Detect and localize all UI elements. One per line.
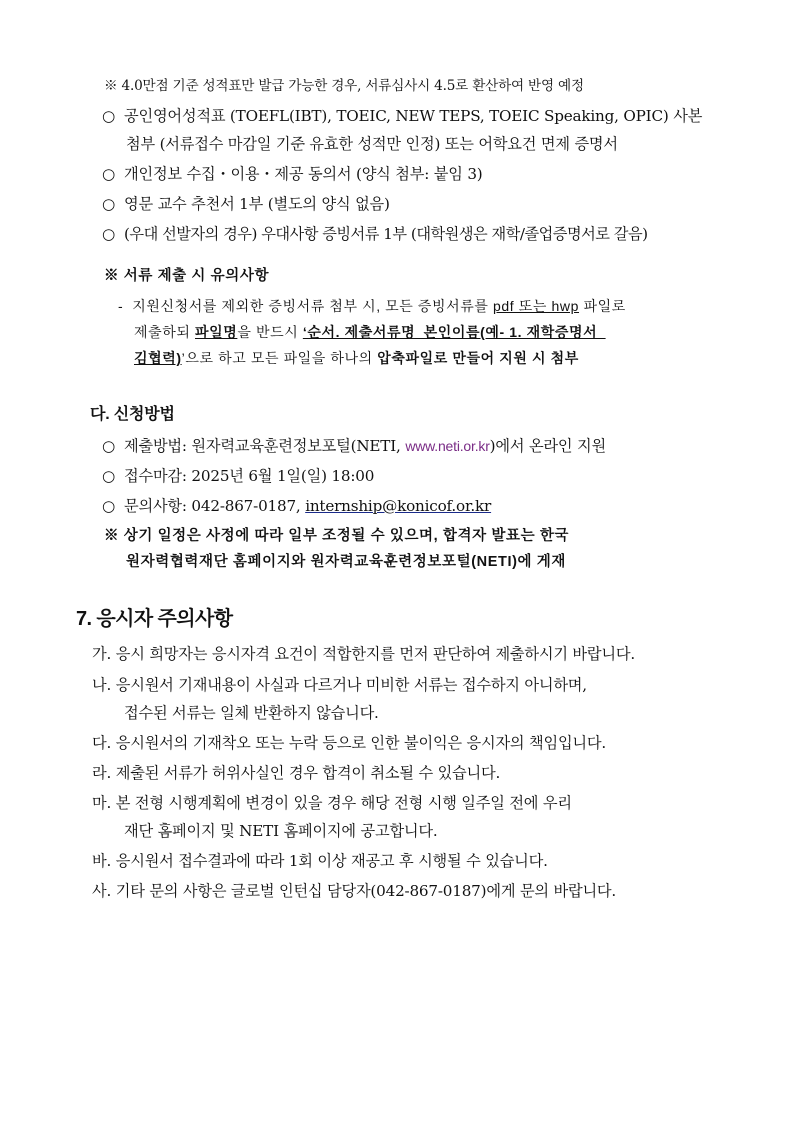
caution-item-ga: 가. 응시 희망자는 응시자격 요건이 적합한지를 먼저 판단하여 제출하시기 바랍니다.	[92, 645, 635, 663]
caution-item-da: 다. 응시원서의 기재착오 또는 누락 등으로 인한 불이익은 응시자의 책임입니다.	[92, 734, 607, 752]
circle-bullet-icon: ○	[102, 497, 116, 515]
zip-instruction: 압축파일로 만들어 지원 시 첨부	[377, 350, 579, 366]
submission-notice-line2: 제출하되 파일명을 반드시 ‘순서. 제출서류명_본인이름(예- 1. 재학증명서_	[134, 324, 606, 340]
filename-label: 파일명	[195, 324, 238, 340]
list-item-privacy-consent: ○ 개인정보 수집・이용・제공 동의서 (양식 첨부: 붙임 3)	[102, 165, 483, 183]
circle-bullet-icon: ○	[102, 467, 116, 485]
list-item-submission-method: ○ 제출방법: 원자력교육훈련정보포털(NETI, www.neti.or.kr)에서 온라인 지원	[102, 437, 606, 455]
list-item-contact: ○ 문의사항: 042-867-0187, internship@konicof.or.kr	[102, 497, 492, 515]
contact-email-link[interactable]: internship@konicof.or.kr	[305, 497, 492, 515]
section-7-heading: 7. 응시자 주의사항	[76, 608, 233, 630]
submission-notice-line1: - 지원신청서를 제외한 증빙서류 첨부 시, 모든 증빙서류를 pdf 또는 hwp 파일로	[118, 298, 626, 314]
list-item-english-score: ○ 공인영어성적표 (TOEFL(IBT), TOEIC, NEW TEPS, TOEIC Speaking, OPIC) 사본	[102, 107, 703, 125]
caution-item-ra: 라. 제출된 서류가 허위사실인 경우 합격이 취소될 수 있습니다.	[92, 764, 501, 782]
list-item-english-score-cont: 첨부 (서류접수 마감일 기준 유효한 성적만 인정) 또는 어학요건 면제 증명서	[126, 135, 618, 153]
circle-bullet-icon: ○	[102, 195, 116, 213]
schedule-note-line2: 원자력협력재단 홈페이지와 원자력교육훈련정보포털(NETI)에 게재	[126, 554, 566, 570]
caution-item-ba: 바. 응시원서 접수결과에 따라 1회 이상 재공고 후 시행될 수 있습니다.	[92, 852, 548, 870]
circle-bullet-icon: ○	[102, 107, 116, 125]
circle-bullet-icon: ○	[102, 437, 116, 455]
caution-item-na-cont: 접수된 서류는 일체 반환하지 않습니다.	[124, 704, 379, 722]
submission-notice-title: ※ 서류 제출 시 유의사항	[104, 268, 270, 284]
list-item-deadline: ○ 접수마감: 2025년 6월 1일(일) 18:00	[102, 467, 375, 485]
circle-bullet-icon: ○	[102, 225, 115, 243]
file-format-text: pdf 또는 hwp	[493, 298, 580, 314]
caution-item-na: 나. 응시원서 기재내용이 사실과 다르거나 미비한 서류는 접수하지 아니하며,	[92, 676, 587, 694]
application-method-heading: 다. 신청방법	[90, 406, 175, 423]
list-item-recommendation: ○ 영문 교수 추천서 1부 (별도의 양식 없음)	[102, 195, 390, 213]
gpa-conversion-note: ※ 4.0만점 기준 성적표만 발급 가능한 경우, 서류심사시 4.5로 환산하여 반영 예정	[104, 78, 584, 94]
neti-website-link[interactable]: www.neti.or.kr	[405, 438, 490, 454]
filename-format-example: ‘순서. 제출서류명_본인이름(예- 1. 재학증명서_	[302, 324, 606, 340]
caution-item-ma: 마. 본 전형 시행계획에 변경이 있을 경우 해당 전형 시행 일주일 전에 우리	[92, 794, 572, 812]
list-item-preference-proof: ○ (우대 선발자의 경우) 우대사항 증빙서류 1부 (대학원생은 재학/졸업증명서로 갈음)	[102, 225, 648, 243]
submission-notice-line3: 김협력)’으로 하고 모든 파일을 하나의 압축파일로 만들어 지원 시 첨부	[134, 350, 579, 366]
schedule-note-line1: ※ 상기 일정은 사정에 따라 일부 조정될 수 있으며, 합격자 발표는 한국	[104, 528, 570, 544]
caution-item-sa: 사. 기타 문의 사항은 글로벌 인턴십 담당자(042-867-0187)에게 문의 바랍니다.	[92, 882, 617, 900]
caution-item-ma-cont: 재단 홈페이지 및 NETI 홈페이지에 공고합니다.	[124, 822, 438, 840]
circle-bullet-icon: ○	[102, 165, 116, 183]
